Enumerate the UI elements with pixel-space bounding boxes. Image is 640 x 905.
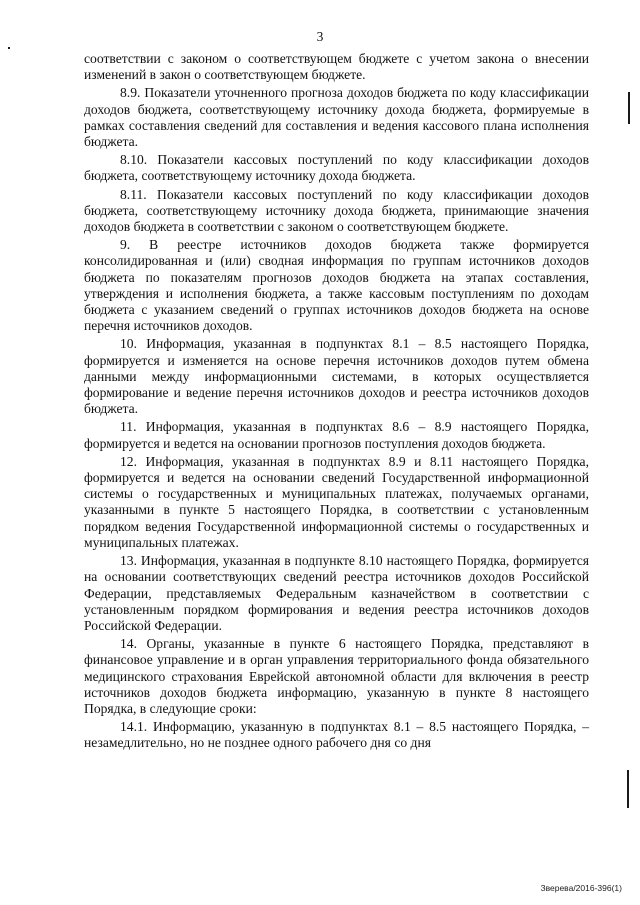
- scan-artifact-mark: [627, 770, 629, 808]
- footer-document-code: Зверева/2016-396(1): [540, 883, 622, 893]
- paragraph-10: 10. Информация, указанная в подпунктах 8.1 – 8.5 настоящего Порядка, формируется и изменяется на основе перечня источников доходов путем обмена данными между информационными системами, в которых осуществляется формирование и ведение перечня источников доходов и реестра источников доходов бюджета.: [84, 336, 589, 417]
- scan-artifact-mark: [628, 92, 630, 124]
- paragraph-continuation: соответствии с законом о соответствующем бюджете с учетом закона о внесении изменений в закон о соответствующем бюджете.: [84, 51, 589, 83]
- paragraph-8-11: 8.11. Показатели кассовых поступлений по коду классификации доходов бюджета, соответствующему источнику дохода бюджета, принимающие значения доходов бюджета в соответствии с законом о соответствующем бюджете.: [84, 186, 589, 235]
- paragraph-12: 12. Информация, указанная в подпунктах 8.9 и 8.11 настоящего Порядка, формируется и ведется на основании сведений Государственной информационной системы о государственных и муниципальных платежах, получаемых органами, указанными в пункте 5 настоящего Порядка, в соответствии с установленным порядком ведения Государственной информационной системы о государственных и муниципальных платежах.: [84, 453, 589, 550]
- paragraph-11: 11. Информация, указанная в подпунктах 8.6 – 8.9 настоящего Порядка, формируется и ведется на основании прогнозов поступления доходов бюджета.: [84, 419, 589, 451]
- paragraph-14: 14. Органы, указанные в пункте 6 настоящего Порядка, представляют в финансовое управление и в орган управления территориального фонда обязательного медицинского страхования Еврейской автономной области для включения в реестр источников доходов бюджета информацию, указанную в пункте 8 настоящего Порядка, в следующие сроки:: [84, 636, 589, 716]
- scan-artifact-mark: [8, 47, 10, 49]
- document-body: [84, 51, 589, 754]
- paragraph-14-1: 14.1. Информацию, указанную в подпунктах 8.1 – 8.5 настоящего Порядка, – незамедлительно, но не позднее одного рабочего дня со дня: [84, 719, 589, 751]
- paragraph-8-9: 8.9. Показатели уточненного прогноза доходов бюджета по коду классификации доходов бюджета, соответствующему источнику дохода бюджета, формируемые в рамках составления сведений для составления и ведения кассового плана исполнения бюджета.: [84, 85, 589, 150]
- paragraph-9: 9. В реестре источников доходов бюджета также формируется консолидированная и (или) сводная информация по группам источников доходов бюджета по показателям прогнозов доходов бюджета на этапах составления, утверждения и исполнения бюджета, а также кассовым поступлениям по доходам бюджета с указанием сведений о группах источников доходов бюджета на основе перечня источников доходов.: [84, 237, 589, 334]
- paragraph-8-10: 8.10. Показатели кассовых поступлений по коду классификации доходов бюджета, соответствующему источнику дохода бюджета.: [84, 152, 589, 184]
- paragraph-13: 13. Информация, указанная в подпункте 8.10 настоящего Порядка, формируется на основании соответствующих сведений реестра источников доходов Российской Федерации, представляемых Федеральным казначейством в соответствии с установленным порядком формирования и ведения реестра источников доходов Российской Федерации.: [84, 553, 589, 633]
- page-number: 3: [316, 29, 324, 44]
